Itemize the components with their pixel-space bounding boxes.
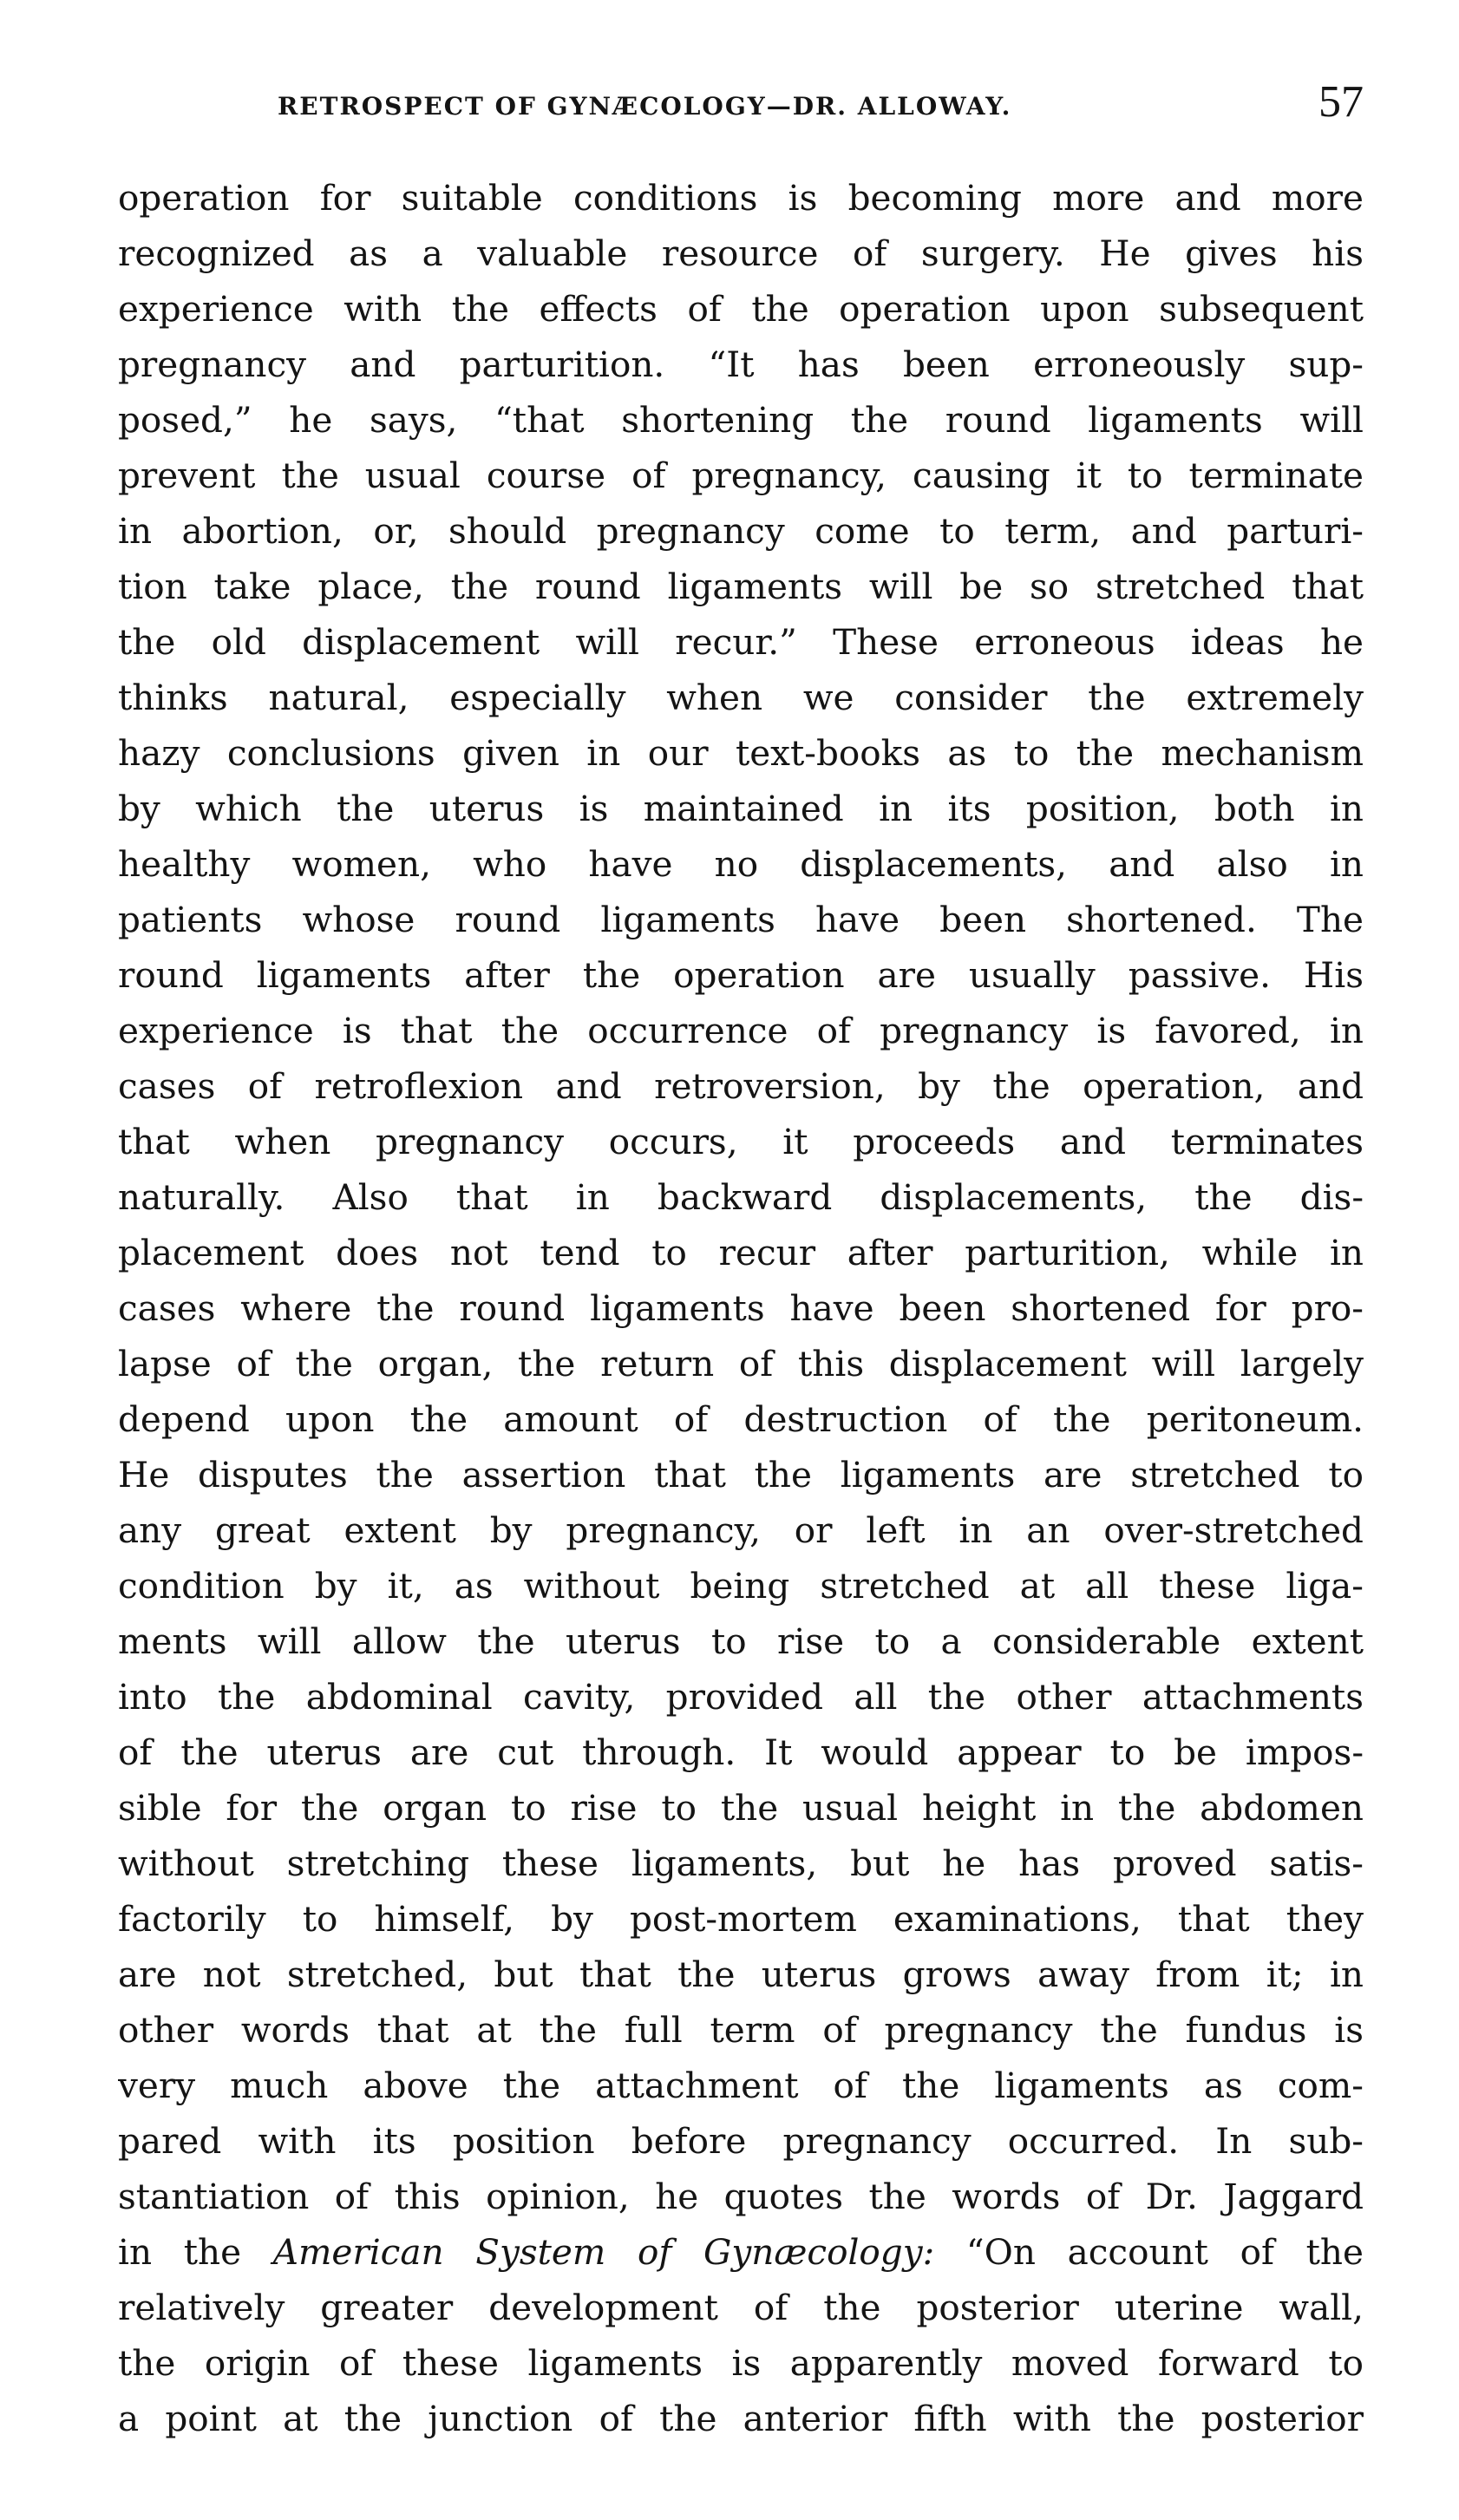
text-line: that when pregnancy occurs, it proceeds and terminates — [118, 1121, 1364, 1162]
text-line: into the abdominal cavity, provided all the other attachments — [118, 1676, 1364, 1718]
text-line: relatively greater development of the posterior uterine wall, — [118, 2287, 1364, 2328]
text-line: hazy conclusions given in our text-books as to the mechanism — [118, 732, 1364, 774]
text-line: factorily to himself, by post-mortem examinations, that they — [118, 1898, 1364, 1940]
text-line: of the uterus are cut through. It would appear to be impos- — [118, 1731, 1364, 1773]
text-line: sible for the organ to rise to the usual height in the abdomen — [118, 1787, 1364, 1829]
text-line: in abortion, or, should pregnancy come to term, and parturi- — [118, 510, 1364, 552]
text-line: naturally. Also that in backward displacements, the dis- — [118, 1176, 1364, 1218]
text-line: He disputes the assertion that the ligaments are stretched to — [118, 1454, 1364, 1496]
text-line: posed,” he says, “that shortening the round ligaments will — [118, 399, 1364, 441]
text-line: thinks natural, especially when we consider the extremely — [118, 677, 1364, 718]
text-line: ments will allow the uterus to rise to a considerable extent — [118, 1620, 1364, 1662]
text-line: a point at the junction of the anterior fifth with the posterior — [118, 2398, 1364, 2439]
text-line: prevent the usual course of pregnancy, causing it to terminate — [118, 455, 1364, 496]
text-line: experience with the effects of the operation upon subsequent — [118, 288, 1364, 330]
text-line: the origin of these ligaments is apparently moved forward to — [118, 2342, 1364, 2384]
text-line-with-citation — [118, 2224, 1364, 2280]
text-line: other words that at the full term of pregnancy the fundus is — [118, 2009, 1364, 2051]
text-line: recognized as a valuable resource of surgery. He gives his — [118, 232, 1364, 274]
book-title-citation: American System of Gynæcology: — [272, 2231, 935, 2273]
running-head — [130, 77, 1364, 141]
text-line: any great extent by pregnancy, or left in an over-stretched — [118, 1509, 1364, 1551]
body-text — [118, 170, 1364, 2446]
text-line: patients whose round ligaments have been shortened. The — [118, 899, 1364, 940]
text-fragment: in the — [118, 2231, 273, 2273]
text-line: pared with its position before pregnancy occurred. In sub- — [118, 2120, 1364, 2162]
text-line: experience is that the occurrence of pregnancy is favored, in — [118, 1010, 1364, 1051]
text-line: depend upon the amount of destruction of the peritoneum. — [118, 1398, 1364, 1440]
text-line: are not stretched, but that the uterus grows away from it; in — [118, 1954, 1364, 1995]
text-line: pregnancy and parturition. “It has been erroneously sup- — [118, 344, 1364, 385]
text-line: the old displacement will recur.” These erroneous ideas he — [118, 621, 1364, 663]
text-line: lapse of the organ, the return of this displacement will largely — [118, 1343, 1364, 1384]
text-line: cases where the round ligaments have been shortened for pro- — [118, 1287, 1364, 1329]
text-line: operation for suitable conditions is becoming more and more — [118, 177, 1364, 219]
running-title: RETROSPECT OF GYNÆCOLOGY—DR. ALLOWAY. — [278, 92, 1012, 121]
text-line: by which the uterus is maintained in its position, both in — [118, 788, 1364, 829]
text-line: stantiation of this opinion, he quotes the words of Dr. Jaggard — [118, 2176, 1364, 2217]
text-line: condition by it, as without being stretched at all these liga- — [118, 1565, 1364, 1607]
text-line: very much above the attachment of the ligaments as com- — [118, 2065, 1364, 2106]
text-line: tion take place, the round ligaments will be so stretched that — [118, 566, 1364, 607]
text-line: without stretching these ligaments, but he has proved satis- — [118, 1843, 1364, 1884]
text-fragment: “On account of the — [934, 2231, 1364, 2273]
text-line: round ligaments after the operation are usually passive. His — [118, 954, 1364, 996]
text-line: placement does not tend to recur after parturition, while in — [118, 1232, 1364, 1273]
text-line: cases of retroflexion and retroversion, by the operation, and — [118, 1065, 1364, 1107]
text-line: healthy women, who have no displacements, and also in — [118, 843, 1364, 885]
page-number: 57 — [1318, 77, 1364, 127]
